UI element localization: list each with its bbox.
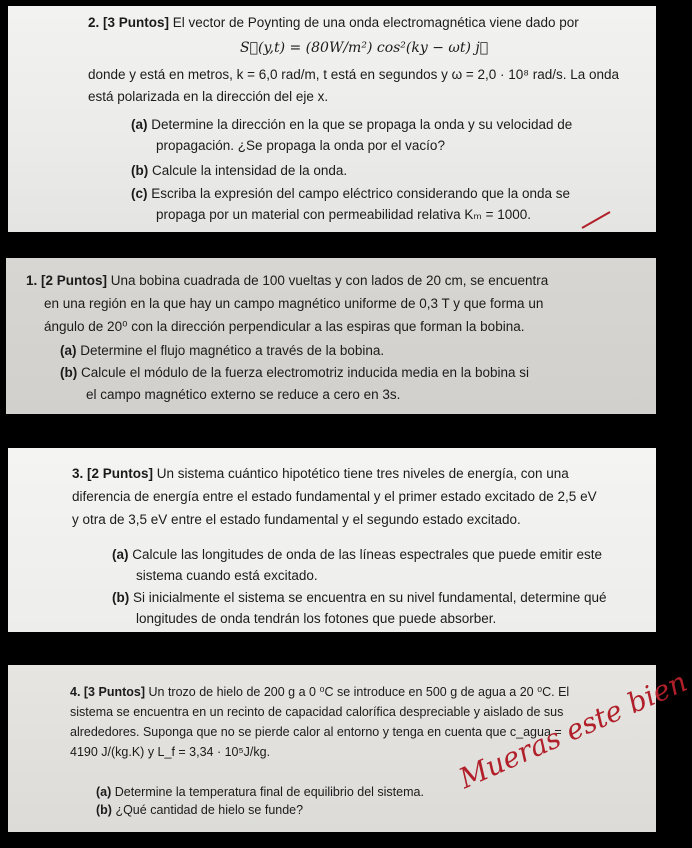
q1-b-line-2: el campo magnético externo se reduce a cero en 3s. — [86, 387, 401, 402]
q2-line-3: donde y está en metros, k = 6,0 rad/m, t está en segundos y ω = 2,0 · 10⁸ rad/s. La onda — [88, 67, 620, 82]
question-3-card — [8, 448, 656, 632]
q2-title — [88, 14, 579, 32]
q3-title — [72, 465, 569, 483]
q3-line-3: y otra de 3,5 eV entre el estado fundamental y el segundo estado excitado. — [72, 512, 521, 527]
q1-a-label: (a) — [60, 343, 77, 358]
q1-b-label: (b) — [60, 365, 78, 380]
q2-b-label: (b) — [131, 163, 149, 178]
q2-c-line-2: propaga por un material con permeabilidad relativa Kₘ = 1000. — [156, 207, 532, 222]
q4-part-a — [96, 783, 424, 801]
q2-part-c — [131, 185, 570, 203]
q2-title-text: El vector de Poynting de una onda electromagnética viene dado por — [169, 15, 579, 30]
q1-part-a — [60, 342, 384, 360]
q4-line-4: 4190 J/(kg.K) y L_f = 3,34 · 10⁵J/kg. — [70, 745, 271, 759]
q3-a-label: (a) — [112, 547, 129, 562]
q2-title-number: 2. [3 Puntos] — [88, 15, 170, 30]
q4-a-line-1: Determine la temperatura final de equilibrio del sistema. — [114, 785, 424, 799]
q1-a-line-1: Determine el flujo magnético a través de la bobina. — [80, 343, 385, 358]
q1-line-2: en una región en la que hay un campo magnético uniforme de 0,3 T y que forma un — [44, 296, 544, 311]
q2-c-label: (c) — [131, 186, 148, 201]
q3-a-line-2: sistema cuando está excitado. — [136, 568, 318, 583]
q2-a-label: (a) — [131, 117, 148, 132]
q1-line-3: ángulo de 20⁰ con la dirección perpendicular a las espiras que forman la bobina. — [44, 319, 525, 334]
q3-part-a — [112, 546, 602, 564]
q3-b-line-2: longitudes de onda tendrán los fotones que puede absorber. — [136, 611, 497, 626]
question-4-card — [8, 665, 692, 832]
q2-formula: S⃗(y,t) = (80W/m²) cos²(ky − ωt) j⃗ — [240, 40, 489, 56]
question-1-card — [6, 258, 656, 414]
q4-line-2: sistema se encuentra en un recinto de capacidad calorífica despreciable y aislado de sus — [70, 705, 564, 719]
red-pen-mark — [578, 206, 638, 232]
q4-part-b — [96, 801, 303, 819]
q3-title-text: Un sistema cuántico hipotético tiene tres niveles de energía, con una — [153, 466, 569, 481]
q1-title — [26, 272, 548, 290]
handwritten-note: Mueras este bien — [454, 665, 692, 796]
q2-a-line-1: Determine la dirección en la que se propaga la onda y su velocidad de — [151, 117, 573, 132]
q3-b-label: (b) — [112, 590, 130, 605]
q4-title-text: Un trozo de hielo de 200 g a 0 ⁰C se introduce en 500 g de agua a 20 ⁰C. El — [145, 685, 570, 699]
q1-b-line-1: Calcule el módulo de la fuerza electromotriz inducida media en la bobina si — [81, 365, 530, 380]
question-2-card — [8, 6, 656, 232]
q3-line-2: diferencia de energía entre el estado fundamental y el primer estado excitado de 2,5 eV — [72, 489, 597, 504]
q3-a-line-1: Calcule las longitudes de onda de las líneas espectrales que puede emitir este — [132, 547, 603, 562]
q2-a-line-2: propagación. ¿Se propaga la onda por el vacío? — [156, 138, 445, 153]
q4-line-3: alrededores. Suponga que no se pierde calor al entorno y tenga en cuenta que c_agua = — [70, 725, 562, 739]
q4-a-label: (a) — [96, 785, 112, 799]
q4-b-label: (b) — [96, 803, 112, 817]
q4-title-number: 4. [3 Puntos] — [70, 685, 146, 699]
q1-title-number: 1. [2 Puntos] — [26, 273, 108, 288]
q3-b-line-1: Si inicialmente el sistema se encuentra en su nivel fundamental, determine qué — [133, 590, 607, 605]
q3-title-number: 3. [2 Puntos] — [72, 466, 154, 481]
q2-c-line-1: Escriba la expresión del campo eléctrico considerando que la onda se — [151, 186, 571, 201]
q2-part-b — [131, 162, 347, 180]
q2-part-a — [131, 116, 572, 134]
q4-title — [70, 683, 569, 701]
q2-b-line-1: Calcule la intensidad de la onda. — [152, 163, 348, 178]
q3-part-b — [112, 589, 607, 607]
q2-line-4: está polarizada en la dirección del eje x. — [88, 89, 329, 104]
q4-b-line-1: ¿Qué cantidad de hielo se funde? — [115, 803, 304, 817]
q1-part-b — [60, 364, 529, 382]
q1-title-text: Una bobina cuadrada de 100 vueltas y con lados de 20 cm, se encuentra — [107, 273, 549, 288]
